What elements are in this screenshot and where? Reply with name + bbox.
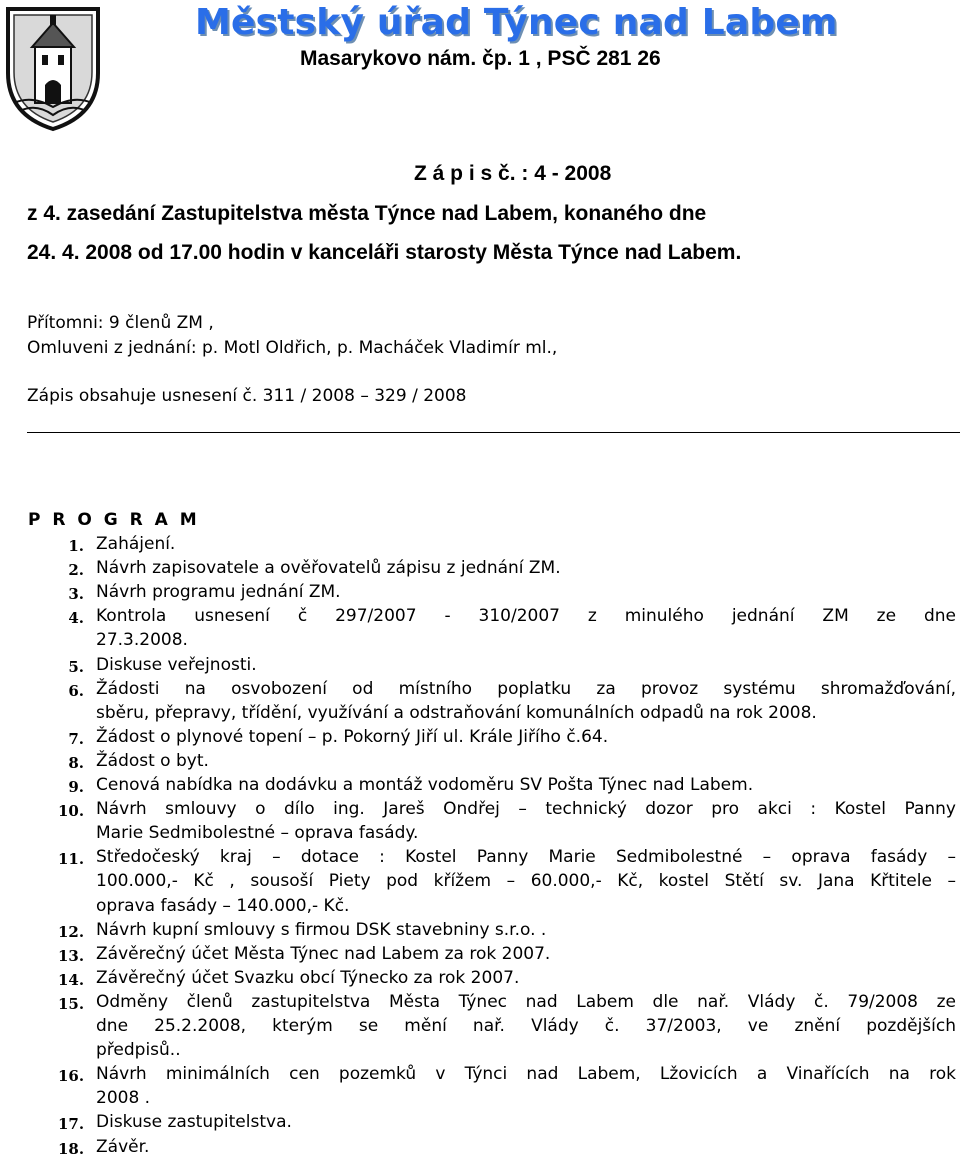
program-item-text: 2008 . [96,1088,151,1109]
program-item-text: 100.000,- Kč , sousoší Piety pod křížem – 60.000,- Kč, kostel Stětí sv. Jana Křtitele – [96,871,956,892]
program-item-number: 13. [58,946,85,965]
town-crest-logo [2,3,104,133]
program-item-number: 14. [58,970,85,989]
program-item-text: předpisů.. [96,1040,181,1061]
program-item-number: 12. [58,922,85,941]
program-item-number: 15. [58,994,85,1013]
program-item-text: Diskuse zastupitelstva. [96,1112,292,1133]
program-item-text: Návrh zapisovatele a ověřovatelů zápisu z jednání ZM. [96,558,561,579]
program-item-number: 5. [68,657,84,676]
program-item-number: 9. [68,778,84,796]
attendance-present: Přítomni: 9 členů ZM , [27,313,214,333]
program-item-number: 16. [58,1067,85,1086]
program-item-text: dne 25.2.2008, kterým se mění nař. Vlády č. 37/2003, ve znění pozdějších [96,1016,956,1036]
program-item-number: 3. [68,585,84,604]
program-item-text: Diskuse veřejnosti. [96,654,257,675]
office-address: Masarykovo nám. čp. 1 , PSČ 281 26 [300,47,661,70]
program-item-text: Odměny členů zastupitelstva Města Týnec nad Labem dle nař. Vlády č. 79/2008 ze [96,991,956,1012]
program-item-text: Středočeský kraj – dotace : Kostel Panny Marie Sedmibolestné – oprava fasády – [96,847,956,868]
program-item-text: sběru, přepravy, třídění, využívání a odstraňování komunálních odpadů na rok 2008. [96,702,817,723]
program-item-text: Marie Sedmibolestné – oprava fasády. [96,823,419,844]
program-item-text: Závěrečný účet Města Týnec nad Labem za rok 2007. [96,943,551,964]
program-item-number: 8. [68,753,84,772]
office-title: Městský úřad Týnec nad Labem [195,2,838,43]
program-item-number: 2. [68,561,84,580]
program-item-number: 10. [58,802,85,821]
attendance-excused: Omluveni z jednání: p. Motl Oldřich, p. Macháček Vladimír ml., [27,338,558,358]
program-item-text: Závěrečný účet Svazku obcí Týnecko za rok 2007. [96,967,520,988]
program-item-text: oprava fasády – 140.000,- Kč. [96,895,350,916]
program-item-text: Žádost o plynové topení – p. Pokorný Jiří ul. Krále Jiřího č.64. [96,726,609,747]
program-item-number: 6. [68,681,84,700]
program-item-number: 11. [58,850,85,869]
program-item-text: Návrh minimálních cen pozemků v Týnci nad Labem, Lžovicích a Vinařících na rok [96,1064,956,1085]
meeting-description-line-1: z 4. zasedání Zastupitelstva města Týnce nad Labem, konaného dne [27,202,707,225]
program-item-number: 17. [58,1115,85,1134]
minutes-heading: Z á p i s č. : 4 - 2008 [414,162,612,185]
program-title: P R O G R A M [28,510,200,530]
section-divider [27,432,960,433]
program-item-text: Návrh kupní smlouvy s firmou DSK stavebniny s.r.o. . [96,919,547,940]
resolutions-range: Zápis obsahuje usnesení č. 311 / 2008 – 329 / 2008 [27,386,467,406]
program-item-text: Návrh programu jednání ZM. [96,582,341,603]
program-item-text: Žádosti na osvobození od místního poplatku za provoz systému shromažďování, [96,678,956,699]
program-item-text: Závěr. [96,1136,150,1157]
program-item-text: Kontrola usnesení č 297/2007 - 310/2007 z minulého jednání ZM ze dne [96,606,956,627]
program-item-number: 4. [68,609,84,628]
program-item-number: 1. [68,537,84,555]
meeting-description-line-2: 24. 4. 2008 od 17.00 hodin v kanceláři starosty Města Týnce nad Labem. [27,241,742,264]
program-item-text: 27.3.2008. [96,630,188,651]
program-item-text: Zahájení. [96,534,176,554]
program-item-text: Cenová nabídka na dodávku a montáž vodoměru SV Pošta Týnec nad Labem. [96,775,754,795]
program-item-number: 7. [68,729,84,748]
program-item-text: Žádost o byt. [96,750,209,771]
program-item-text: Návrh smlouvy o dílo ing. Jareš Ondřej – technický dozor pro akci : Kostel Panny [96,799,956,820]
program-item-number: 18. [58,1139,85,1158]
